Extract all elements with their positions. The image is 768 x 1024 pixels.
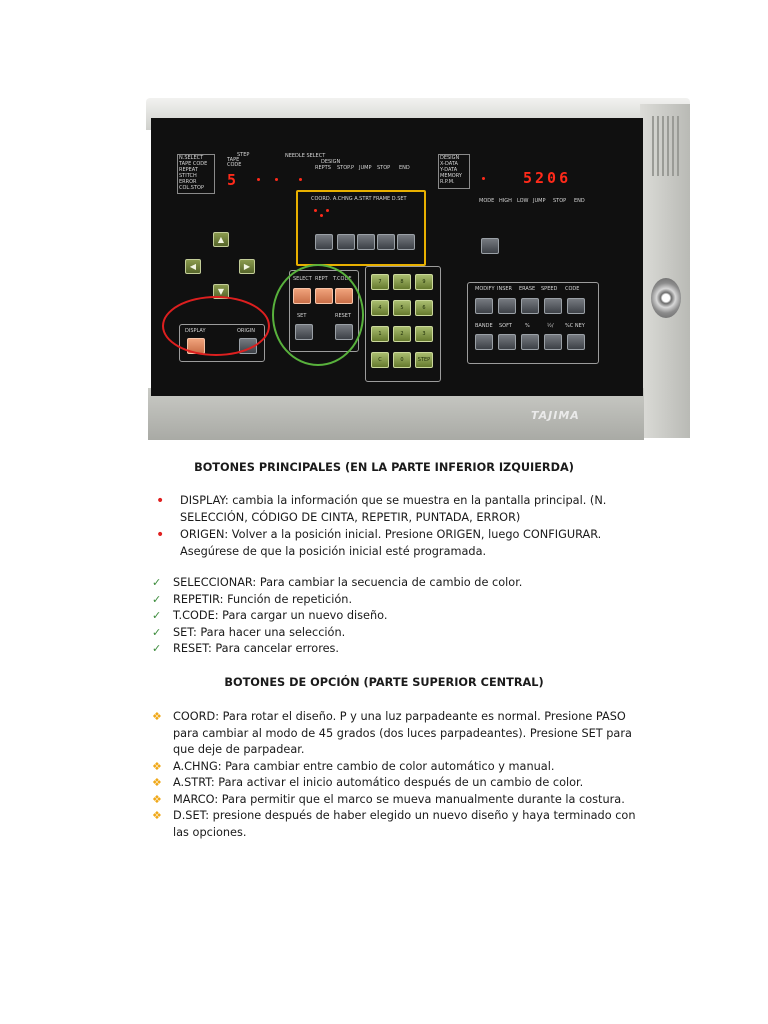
label-code-r: CODE xyxy=(565,286,580,292)
diamond-bullet-icon: ❖ xyxy=(152,792,162,806)
status-led xyxy=(299,178,302,181)
list-item xyxy=(173,759,554,776)
c-ney-button[interactable] xyxy=(567,334,585,350)
list-item-line: que deje de parpadear. xyxy=(173,743,305,756)
label-nselect: N.SELECT xyxy=(179,155,204,161)
label-end-r: END xyxy=(574,198,585,204)
keypad-key-0[interactable]: 0 xyxy=(393,352,411,368)
percent-button[interactable] xyxy=(521,334,539,350)
arrow-right-icon[interactable]: ▶ xyxy=(239,259,255,274)
label-stop: STOP xyxy=(377,165,391,171)
label-memory: MEMORY xyxy=(440,173,462,179)
status-led xyxy=(257,178,260,181)
label-erase: ERASE xyxy=(519,286,536,292)
label-rpm: R.P.M. xyxy=(440,179,455,185)
label-code: CODE xyxy=(227,162,242,168)
list-item-line: las opciones. xyxy=(173,825,247,839)
label-inser: INSER xyxy=(497,286,513,292)
check-icon: ✓ xyxy=(152,625,162,639)
list-item-line: MARCO: Para permitir que el marco se mueva manualmente durante la costura. xyxy=(173,792,625,806)
list-item xyxy=(173,709,632,759)
section1-heading: BOTONES PRINCIPALES (EN LA PARTE INFERIOR IZQUIERDA) xyxy=(194,461,574,474)
red-bullet-icon: • xyxy=(156,527,165,543)
keypad-key-8[interactable]: 8 xyxy=(393,274,411,290)
label-tape-code: TAPE CODE xyxy=(179,161,208,167)
list-item-line: A.CHNG: Para cambiar entre cambio de color automático y manual. xyxy=(173,759,555,773)
keypad-key-4[interactable]: 4 xyxy=(371,300,389,316)
label-origin: ORIGIN xyxy=(237,328,255,334)
keypad-key-7[interactable]: 7 xyxy=(371,274,389,290)
label-bande: BANDE xyxy=(475,323,493,329)
list-item: RESET: Para cancelar errores. xyxy=(173,642,340,655)
label-error: ERROR xyxy=(179,179,197,185)
label-t-code: T.CODE xyxy=(333,276,352,282)
keypad-key-6[interactable]: 6 xyxy=(415,300,433,316)
list-item: REPETIR: Función de repetición. xyxy=(173,592,353,606)
modify-button[interactable] xyxy=(475,298,493,314)
list-item-line: D.SET: presione después de haber elegido un nuevo diseño y haya terminado con xyxy=(173,809,636,822)
key-switch-icon xyxy=(651,278,681,318)
keypad-key-1[interactable]: 1 xyxy=(371,326,389,342)
diamond-bullet-icon: ❖ xyxy=(152,710,162,723)
inser-button[interactable] xyxy=(498,298,516,314)
section2-heading: BOTONES DE OPCIÓN (PARTE SUPERIOR CENTRAL) xyxy=(224,676,544,689)
label-percent: % xyxy=(525,323,530,329)
label-reset: RESET xyxy=(335,313,352,319)
check-icon: ✓ xyxy=(152,592,162,606)
keypad-key-5[interactable]: 5 xyxy=(393,300,411,316)
label-jump-r: JUMP xyxy=(533,198,546,204)
label-jump: JUMP xyxy=(359,165,372,171)
label-repeat: REPEAT xyxy=(179,167,198,173)
vent-grille xyxy=(652,116,682,176)
label-repts: REPTS xyxy=(315,165,331,171)
label-design: DESIGN xyxy=(321,159,341,165)
list-item-line: A.STRT: Para activar el inicio automático después de un cambio de color. xyxy=(173,776,584,789)
soft-button[interactable] xyxy=(498,334,516,350)
select-buttons-highlight xyxy=(272,264,364,366)
list-item-line: COORD: Para rotar el diseño. P y una luz parpadeante es normal. Presione PASO xyxy=(173,710,626,723)
list-item-line: ORIGEN: Volver a la posición inicial. Presione ORIGEN, luego CONFIGURAR. xyxy=(180,528,602,541)
status-led xyxy=(275,178,278,181)
status-led xyxy=(482,177,485,180)
keypad-key-9[interactable]: 9 xyxy=(415,274,433,290)
list-item-line: para cambiar al modo de 45 grados (dos luces parpadeantes). Presione SET para xyxy=(173,726,632,740)
label-low: LOW xyxy=(517,198,529,204)
list-item: SELECCIONAR: Para cambiar la secuencia de cambio de color. xyxy=(173,576,523,589)
diamond-bullet-icon: ❖ xyxy=(152,809,162,822)
list-item-line: Asegúrese de que la posición inicial esté programada. xyxy=(180,544,487,558)
list-item xyxy=(173,775,583,792)
code-button[interactable] xyxy=(567,298,585,314)
list-item-line: DISPLAY: cambia la información que se muestra en la pantalla principal. (N. xyxy=(180,494,607,507)
label-select: SELECT xyxy=(293,276,312,282)
label-tape: TAPE xyxy=(227,157,240,163)
label-step: STEP xyxy=(237,152,250,158)
list-item: T.CODE: Para cargar un nuevo diseño. xyxy=(173,609,388,622)
list-item-line: SELECCIÓN, CÓDIGO DE CINTA, REPETIR, PUNTADA, ERROR) xyxy=(180,510,521,524)
half-button[interactable] xyxy=(544,334,562,350)
label-half: ½/ xyxy=(547,323,554,329)
check-icon: ✓ xyxy=(152,609,162,622)
option-buttons-highlight xyxy=(296,190,426,266)
label-option-row: COORD. A.CHNG A.STRT FRAME D.SET xyxy=(311,196,407,202)
label-stop-p: STOP.P xyxy=(337,165,355,171)
label-display: DISPLAY xyxy=(185,328,206,334)
bande-button[interactable] xyxy=(475,334,493,350)
label-high: HIGH xyxy=(499,198,512,204)
label-y-data: Y-DATA xyxy=(440,167,458,173)
list-item xyxy=(173,792,625,809)
arrow-down-icon[interactable]: ▼ xyxy=(213,284,229,299)
label-design-r: DESIGN xyxy=(440,155,460,161)
keypad-key-2[interactable]: 2 xyxy=(393,326,411,342)
mode-button[interactable] xyxy=(481,238,499,254)
check-icon: ✓ xyxy=(152,576,162,589)
label-x-data: X-DATA xyxy=(440,161,458,167)
keypad-key-c[interactable]: C xyxy=(371,352,389,368)
label-rept: REPT xyxy=(315,276,328,282)
label-needle-select: NEEDLE SELECT xyxy=(285,153,326,159)
label-soft: SOFT xyxy=(499,323,512,329)
arrow-up-icon[interactable]: ▲ xyxy=(213,232,229,247)
label-end: END xyxy=(399,165,410,171)
check-icon: ✓ xyxy=(152,642,162,655)
speed-button[interactable] xyxy=(544,298,562,314)
label-mode: MODE xyxy=(479,198,495,204)
list-item xyxy=(180,493,606,526)
label-stop-r: STOP xyxy=(553,198,567,204)
list-item xyxy=(173,808,636,841)
right-led-display: 5206 xyxy=(523,169,572,187)
display-buttons-highlight xyxy=(162,296,270,356)
list-item xyxy=(180,527,601,560)
keypad-key-3[interactable]: 3 xyxy=(415,326,433,342)
label-modify: MODIFY xyxy=(475,286,495,292)
label-c-ney: %C NEY xyxy=(565,323,585,329)
tajima-logo: TAJIMA xyxy=(531,409,580,422)
label-speed: SPEED xyxy=(541,286,558,292)
label-stitch: STITCH xyxy=(179,173,197,179)
diamond-bullet-icon: ❖ xyxy=(152,759,162,773)
red-bullet-icon: • xyxy=(156,493,165,509)
label-col-stop: COL.STOP xyxy=(179,185,204,191)
label-set: SET xyxy=(297,313,307,319)
left-led-display: 5 xyxy=(227,171,240,189)
diamond-bullet-icon: ❖ xyxy=(152,776,162,789)
list-item: SET: Para hacer una selección. xyxy=(173,625,346,639)
keypad-key-step[interactable]: STEP xyxy=(415,352,433,368)
erase-button[interactable] xyxy=(521,298,539,314)
arrow-left-icon[interactable]: ◀ xyxy=(185,259,201,274)
control-panel-photo xyxy=(146,98,690,442)
